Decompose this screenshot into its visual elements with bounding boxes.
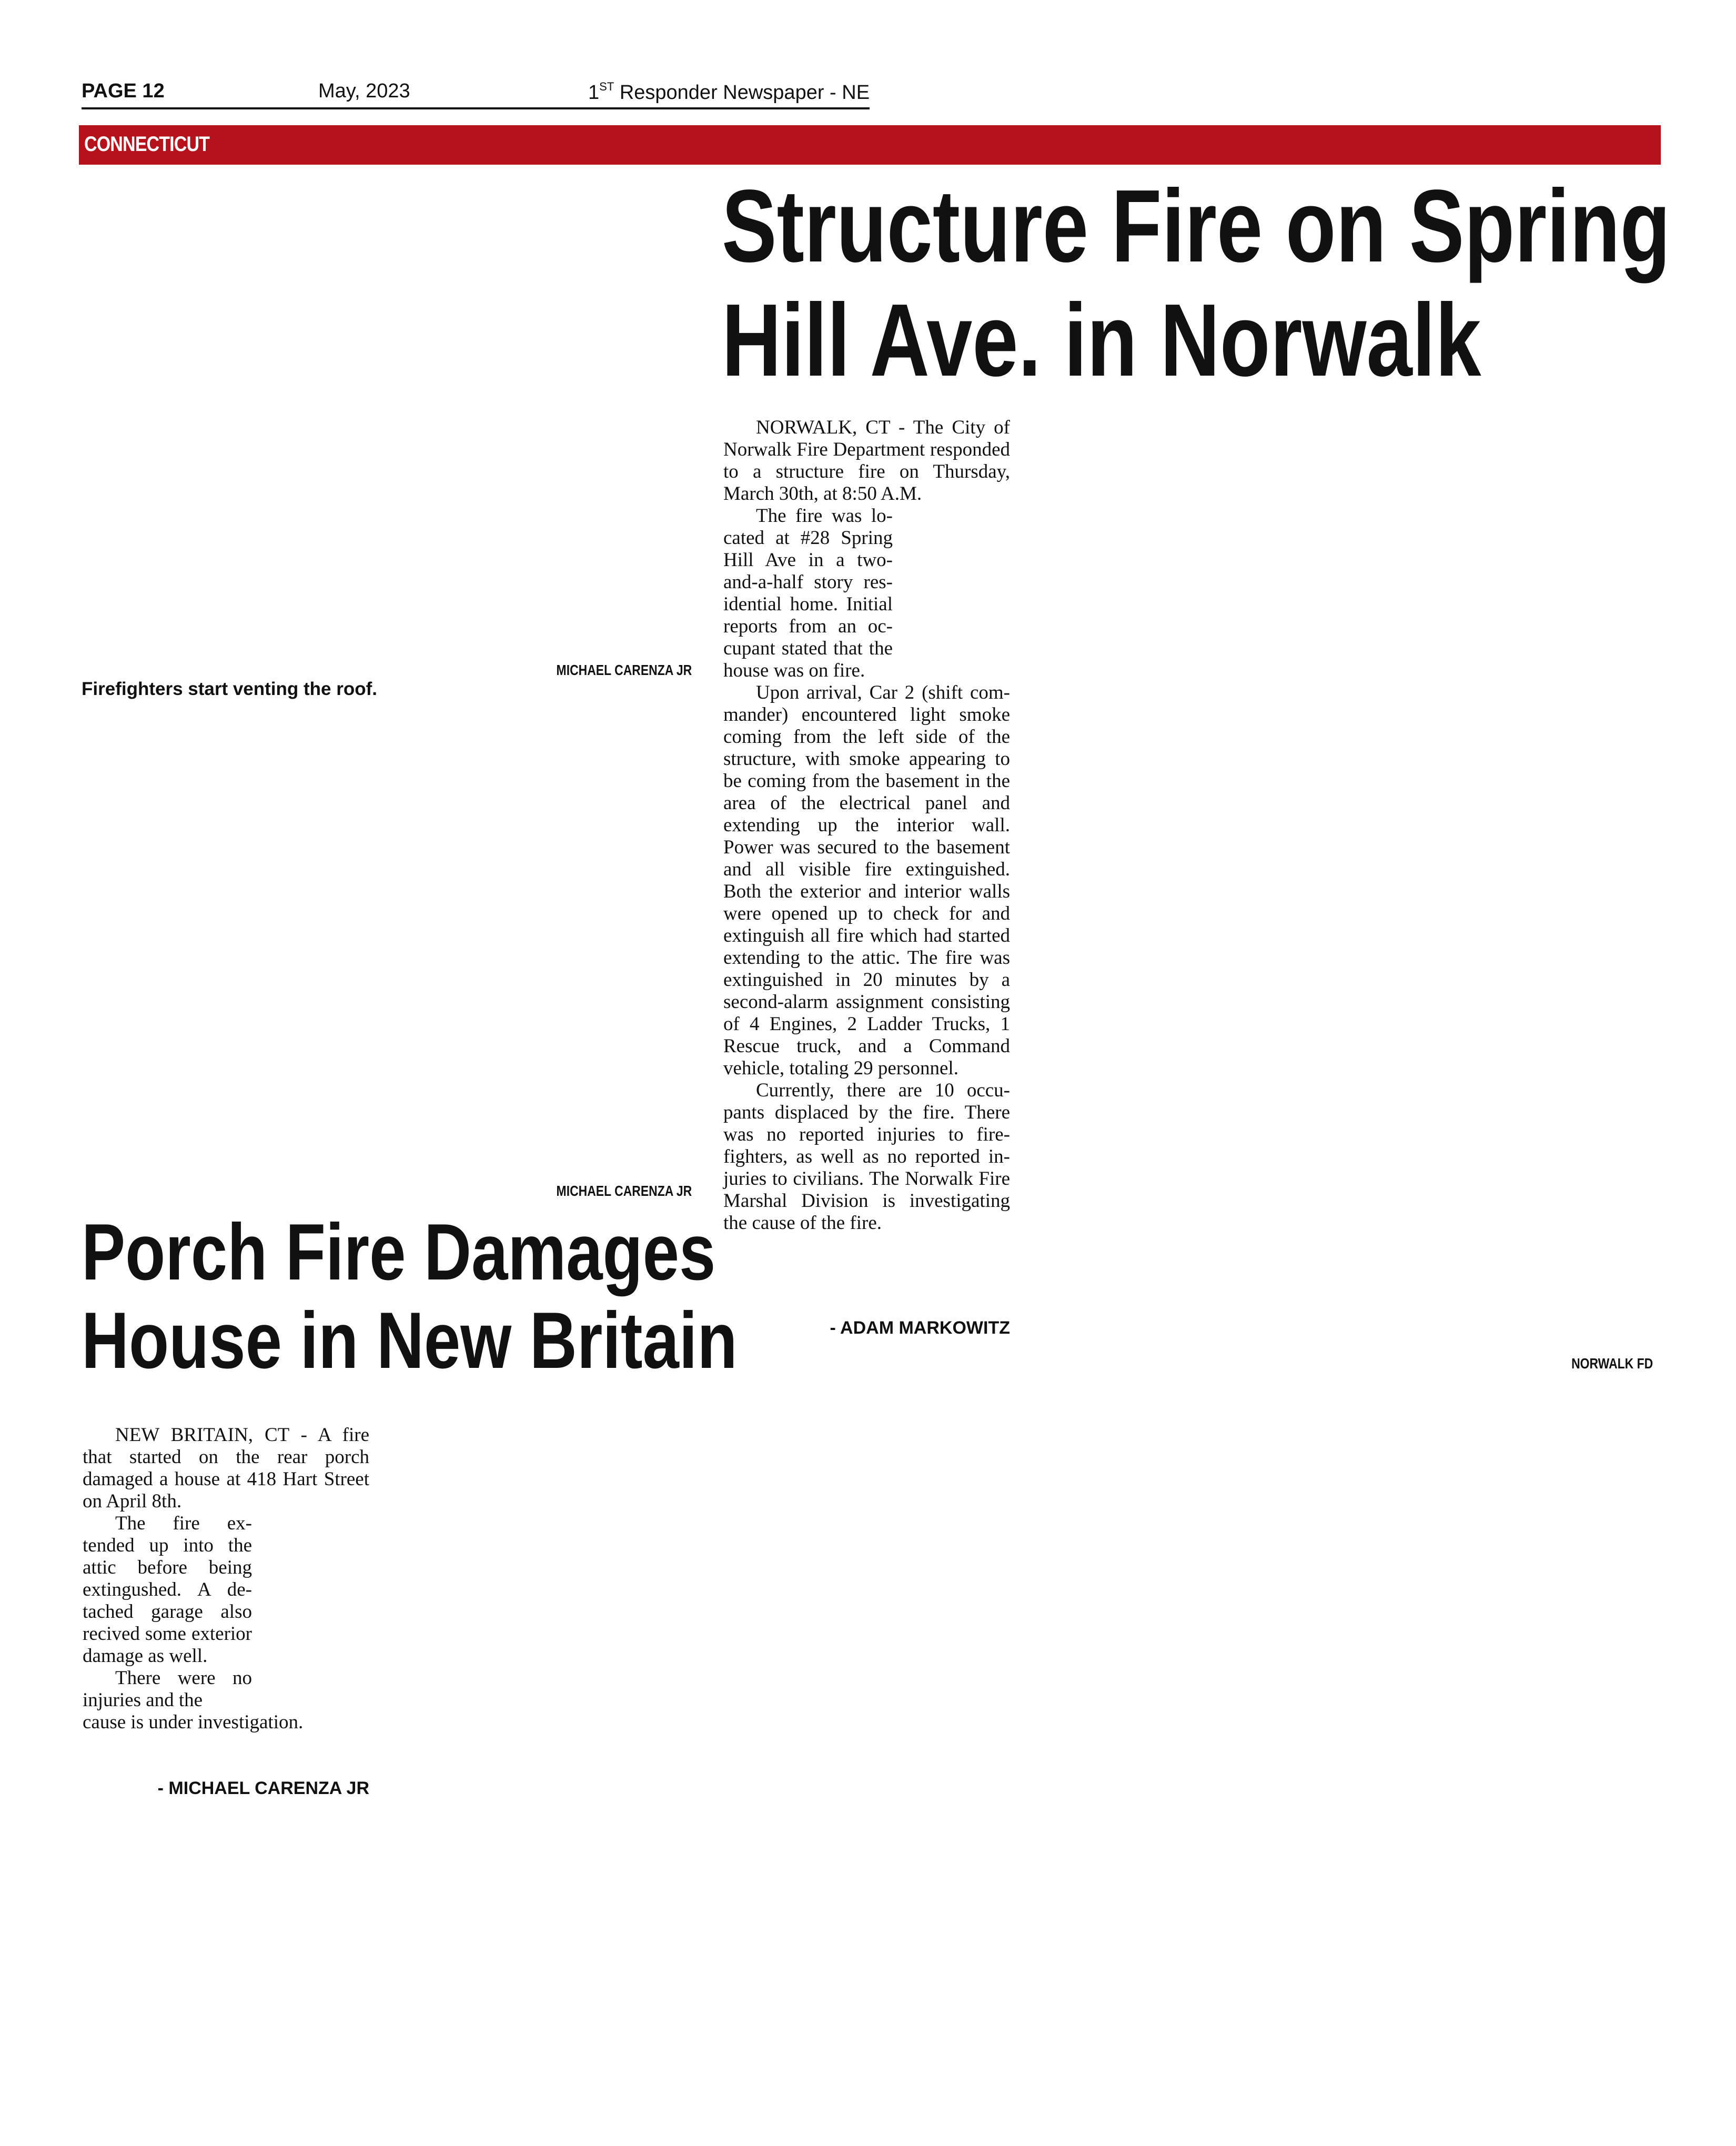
porch-paragraph-3 [83, 1667, 252, 1711]
norwalk-paragraph-1: NORWALK, CT - The City of Norwalk Fire Department responded to a structure fire on Thursday, March 30th, at 8:50 A.M. [723, 417, 1010, 505]
norwalk-article-body [723, 417, 1010, 1234]
publication-name [588, 80, 870, 104]
page-number: PAGE 12 [82, 80, 165, 102]
porch-headline-line2: House in New Britain [82, 1296, 738, 1385]
publication-prefix: 1 [588, 82, 600, 104]
porch-byline: - MICHAEL CARENZA JR [157, 1778, 369, 1798]
norwalk-paragraph-3: Upon arrival, Car 2 (shift commander) encountered light smoke coming from the left side of the structure, with smoke appearing to be coming from the basement in the area of the electrical panel and extending up the interior wall. Power was secured to the basement and all visible fire extinguished. Both the exterior and interior walls were opened up to check for and extinguish all fire which had started extending to the attic. The fire was extinguished in 20 minutes by a second-alarm assignment consisting of 4 Engines, 2 Ladder Trucks, 1 Rescue truck, and a Command vehicle, totaling 29 personnel. [723, 682, 1010, 1079]
publication-superscript: ST [599, 80, 614, 93]
norwalk-headline-line2: Hill Ave. in Norwalk [722, 283, 1481, 398]
middle-photo-credit: MICHAEL CARENZA JR [556, 1183, 692, 1199]
top-photo-caption: Firefighters start venting the roof. [82, 679, 377, 699]
porch-article-body [83, 1424, 369, 1734]
publication-suffix: Responder Newspaper - NE [614, 82, 870, 104]
norwalk-paragraph-4: Currently, there are 10 occupants displaced by the fire. There was no reported injuries to firefighters, as well as no reported injuries to civilians. The Norwalk Fire Marshal Division is investigating the cause of the fire. [723, 1080, 1010, 1234]
norwalk-photo-credit: NORWALK FD [1571, 1355, 1653, 1372]
porch-paragraph-2: The fire extended up into the attic before being extingushed. A detached garage also recived some exterior damage as well. [83, 1513, 252, 1667]
porch-paragraph-1: NEW BRITAIN, CT - A fire that started on the rear porch damaged a house at 418 Hart Street on April 8th. [83, 1424, 369, 1512]
norwalk-byline: - ADAM MARKOWITZ [830, 1318, 1010, 1338]
section-band [79, 125, 1661, 165]
porch-headline-line1: Porch Fire Damages [82, 1207, 716, 1297]
norwalk-paragraph-2: The fire was located at #28 Spring Hill Ave in a two-and-a-half story residential home. Initial reports from an occupant stated that the house was on fire. [723, 505, 893, 681]
header-rule [82, 107, 870, 109]
porch-paragraph-3-tail: cause is under investigation. [83, 1711, 304, 1733]
section-label: CONNECTICUT [84, 133, 210, 156]
porch-paragraph-3-lead: There were no injuries and the [83, 1667, 252, 1711]
top-photo-credit: MICHAEL CARENZA JR [556, 662, 692, 678]
norwalk-headline-line1: Structure Fire on Spring [722, 168, 1671, 284]
issue-date: May, 2023 [318, 80, 410, 102]
